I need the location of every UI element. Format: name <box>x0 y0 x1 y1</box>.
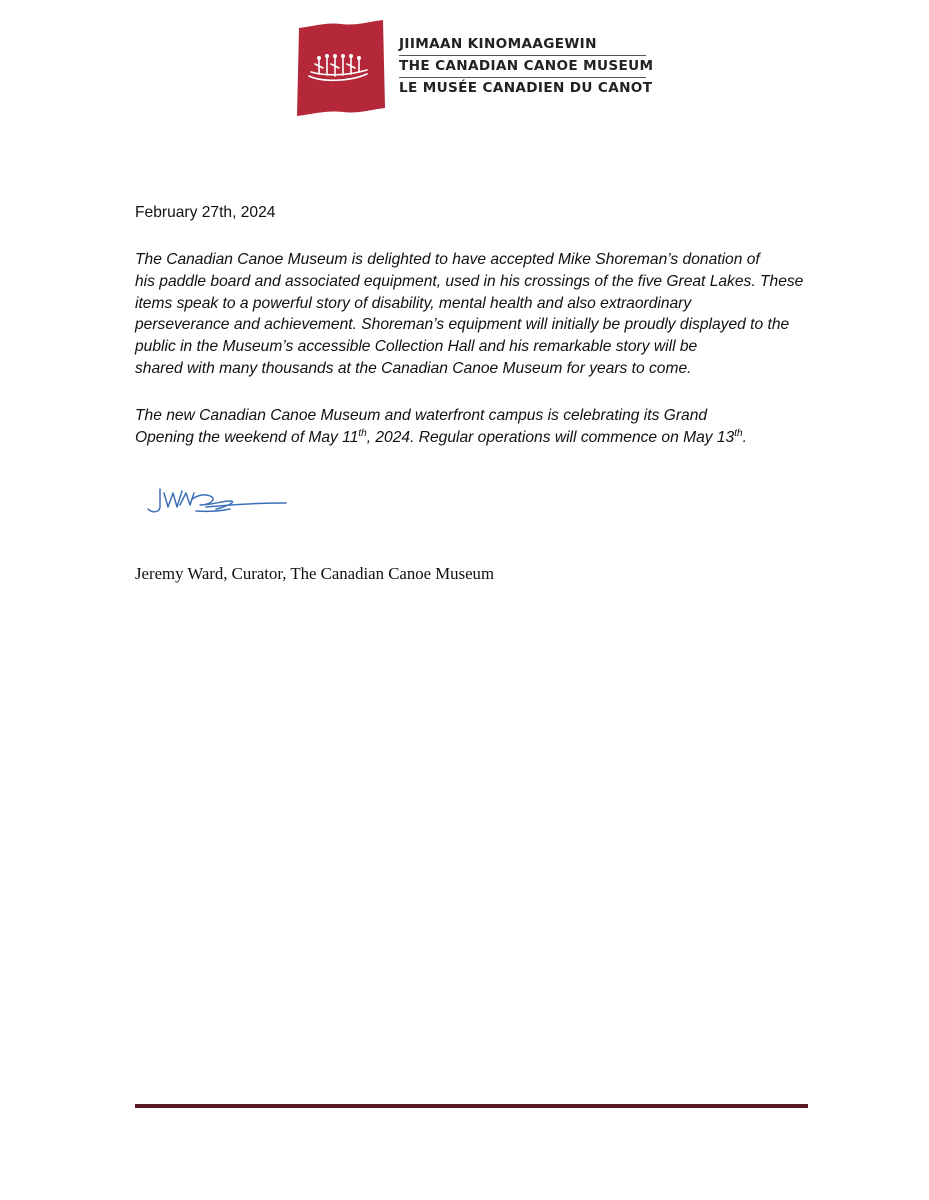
org-names <box>399 36 659 97</box>
paragraph-line: public in the Museum’s accessible Collection Hall and his remarkable story will be <box>135 338 698 356</box>
paragraph-line: shared with many thousands at the Canadian Canoe Museum for years to come. <box>135 359 692 377</box>
paragraph-line <box>135 427 855 449</box>
letter-paragraph-2 <box>135 405 855 449</box>
sentence-end: . <box>742 428 747 446</box>
ordinal-suffix: th <box>358 427 367 439</box>
letter-paragraph-1 <box>135 249 855 380</box>
handwritten-signature <box>146 483 288 519</box>
ordinal-suffix: th <box>734 427 743 439</box>
org-name-french: LE MUSÉE CANADIEN DU CANOT <box>399 80 653 96</box>
paragraph-line: his paddle board and associated equipment, used in his crossings of the five Great Lakes. These <box>135 272 804 290</box>
paragraph-line: The new Canadian Canoe Museum and waterfront campus is celebrating its Grand <box>135 407 708 424</box>
org-name-divider <box>399 77 646 78</box>
signer-name-title: Jeremy Ward, Curator, The Canadian Canoe Museum <box>135 564 494 583</box>
paragraph-line: items speak to a powerful story of disability, mental health and also extraordinary <box>135 294 692 312</box>
org-name-english: THE CANADIAN CANOE MUSEUM <box>399 58 654 74</box>
operations-text: , 2024. Regular operations will commence on May 13 <box>366 428 735 446</box>
org-name-anishinaabemowin: JIIMAAN KINOMAAGEWIN <box>399 36 597 52</box>
canoe-with-paddlers-flag-icon <box>297 20 385 116</box>
org-name-divider <box>399 55 646 56</box>
letter-date: February 27th, 2024 <box>135 204 276 221</box>
footer-rule <box>135 1104 808 1108</box>
paragraph-line: The Canadian Canoe Museum is delighted to have accepted Mike Shoreman’s donation of <box>135 251 760 268</box>
opening-date-text: Opening the weekend of May 11 <box>135 428 359 446</box>
paragraph-line: perseverance and achievement. Shoreman’s equipment will initially be proudly displayed to the <box>135 316 790 334</box>
letterhead <box>297 20 657 116</box>
